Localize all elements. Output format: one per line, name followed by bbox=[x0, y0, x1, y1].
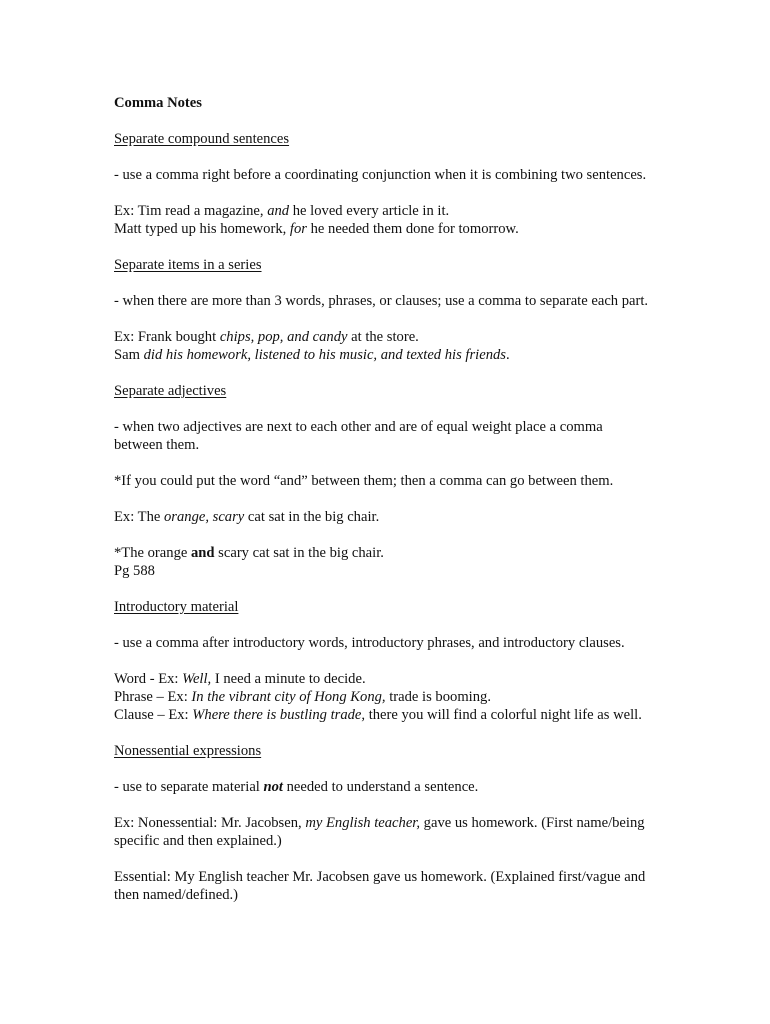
example-series-1: Ex: Frank bought chips, pop, and candy at the store. bbox=[114, 329, 419, 345]
rule-compound: - use a comma right before a coordinating conjunction when it is combining two sentences. bbox=[114, 167, 647, 183]
example-compound-2: Matt typed up his homework, for he needed them done for tomorrow. bbox=[114, 221, 519, 237]
section-heading-adjectives: Separate adjectives bbox=[114, 383, 227, 399]
example-adjectives: Ex: The orange, scary cat sat in the big chair. bbox=[114, 509, 380, 525]
example-nonessential: Ex: Nonessential: Mr. Jacobsen, my English teacher, gave us homework. (First name/being specific and then explained.) bbox=[114, 815, 645, 849]
document-title: Comma Notes bbox=[114, 95, 202, 111]
section-heading-compound: Separate compound sentences bbox=[114, 131, 290, 147]
section-heading-series: Separate items in a series bbox=[114, 257, 262, 273]
example-intro-word: Word - Ex: Well, I need a minute to decide. bbox=[114, 671, 366, 687]
rule-introductory: - use a comma after introductory words, introductory phrases, and introductory clauses. bbox=[114, 635, 625, 651]
note-adjectives: *If you could put the word “and” between them; then a comma can go between them. bbox=[114, 473, 614, 489]
section-heading-introductory: Introductory material bbox=[114, 599, 239, 615]
section-heading-nonessential: Nonessential expressions bbox=[114, 743, 262, 759]
rule-adjectives: - when two adjectives are next to each other and are of equal weight place a comma between them. bbox=[114, 419, 603, 453]
example-series-2: Sam did his homework, listened to his music, and texted his friends. bbox=[114, 347, 510, 363]
rule-series: - when there are more than 3 words, phrases, or clauses; use a comma to separate each part. bbox=[114, 293, 649, 309]
page-reference: Pg 588 bbox=[114, 563, 155, 579]
example-compound-1: Ex: Tim read a magazine, and he loved every article in it. bbox=[114, 203, 450, 219]
example-essential: Essential: My English teacher Mr. Jacobsen gave us homework. (Explained first/vague and then named/defined.) bbox=[114, 869, 646, 903]
example-intro-clause: Clause – Ex: Where there is bustling trade, there you will find a colorful night life as well. bbox=[114, 707, 642, 723]
alt-example-adjectives: *The orange and scary cat sat in the big chair. bbox=[114, 545, 384, 561]
rule-nonessential: - use to separate material not needed to understand a sentence. bbox=[114, 779, 479, 795]
example-intro-phrase: Phrase – Ex: In the vibrant city of Hong Kong, trade is booming. bbox=[114, 689, 491, 705]
document-body bbox=[114, 94, 654, 922]
